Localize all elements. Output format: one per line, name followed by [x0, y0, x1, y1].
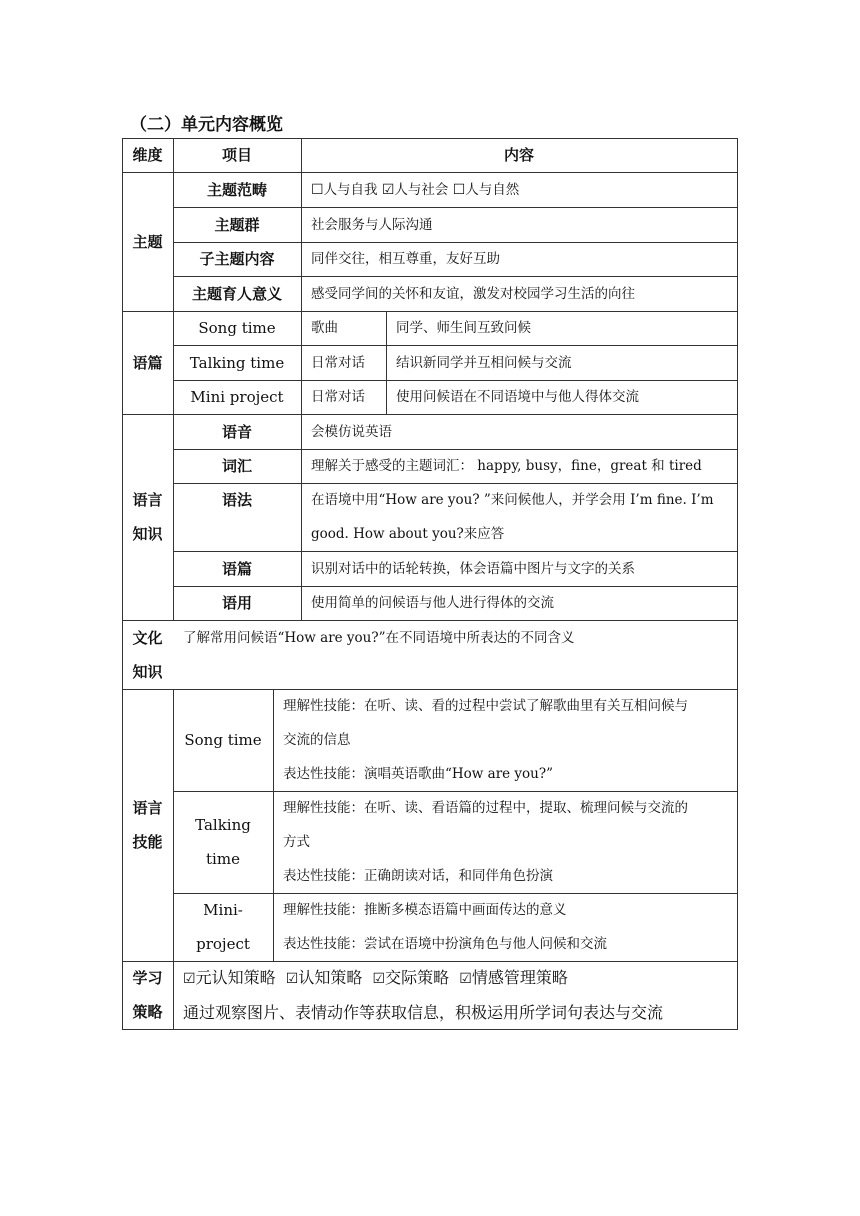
- lk-pragmatics-content: 使用简单的问候语与他人进行得体的交流: [311, 595, 554, 611]
- lk-item-pragmatics: 语用: [221, 594, 252, 612]
- discourse-type-talking: 日常对话: [311, 354, 365, 371]
- checkbox-unchecked-icon: ☐: [452, 181, 466, 198]
- skill-line: 理解性技能：推断多模态语篇中画面传达的意义: [283, 902, 567, 918]
- lk-item-phonetics: 语音: [221, 422, 252, 441]
- strategy-description: 通过观察图片、表情动作等获取信息，积极运用所学词句表达与交流: [183, 1002, 664, 1022]
- lang-knowledge-label: [122, 414, 173, 620]
- label-line-2: 知识: [132, 525, 163, 543]
- skill-line: 表达性技能：演唱英语歌曲“How are you?”: [283, 766, 554, 782]
- option-self: 人与自我: [323, 181, 378, 198]
- option-society: 人与社会: [394, 181, 449, 198]
- header-dimension: 维度: [132, 146, 163, 164]
- checkbox-unchecked-icon: ☐: [311, 181, 324, 198]
- theme-group-content: 社会服务与人际沟通: [311, 216, 433, 233]
- header-item: 项目: [221, 146, 252, 164]
- culture-label: [122, 620, 173, 689]
- skills-label: [122, 689, 173, 961]
- strategy-options: [183, 961, 568, 996]
- skills-item-talking: [173, 791, 273, 893]
- theme-label: 主题: [132, 232, 163, 251]
- theme-item-meaning: 主题育人意义: [191, 284, 282, 303]
- discourse-item-talking: Talking time: [189, 353, 285, 372]
- skill-line: 理解性技能：在听、读、看语篇的过程中，提取、梳理问候与交流的: [283, 800, 688, 816]
- label-line-2: 策略: [132, 1003, 163, 1021]
- theme-sub-content: 同伴交往，相互尊重，友好互助: [311, 251, 500, 267]
- option-affective: 情感管理策略: [471, 967, 568, 987]
- item-line-1: Talking: [195, 816, 251, 834]
- discourse-item-mini: Mini project: [190, 388, 284, 406]
- section-title: （二）单元内容概览: [130, 115, 283, 135]
- lk-item-vocab: 词汇: [221, 457, 252, 475]
- lk-grammar-content: [301, 483, 737, 551]
- discourse-content-mini: 使用问候语在不同语境中与他人得体交流: [396, 389, 639, 405]
- checkbox-checked-icon: ☑: [381, 181, 395, 198]
- label-line-1: 学习: [132, 969, 163, 987]
- discourse-type-song: 歌曲: [311, 320, 338, 336]
- lk-vocab-content: 理解关于感受的主题词汇： happy, busy，fine，great 和 tired: [311, 458, 702, 474]
- skills-mini-content: [273, 893, 737, 961]
- lk-item-grammar: 语法: [221, 491, 252, 509]
- item-line-2: project: [196, 935, 250, 953]
- skills-item-mini: [173, 893, 273, 961]
- theme-item-scope: 主题范畴: [206, 180, 267, 199]
- discourse-item-song: Song time: [198, 319, 276, 337]
- strategy-label: [122, 961, 173, 1029]
- culture-content: 了解常用问候语“How are you?”在不同语境中所表达的不同含义: [183, 629, 575, 646]
- discourse-content-song: 同学、师生间互致问候: [396, 320, 531, 336]
- label-line-2: 技能: [132, 833, 163, 851]
- skill-line: 表达性技能：尝试在语境中扮演角色与他人问候和交流: [283, 936, 607, 952]
- label-line-1: 语言: [132, 491, 163, 509]
- item-line-1: Mini-: [203, 901, 243, 919]
- strategy-content: [173, 961, 737, 1029]
- lk-phonetics-content: 会模仿说英语: [311, 423, 392, 440]
- option-metacognitive: 元认知策略: [195, 967, 276, 987]
- checkbox-checked-icon: ☑: [183, 970, 196, 987]
- discourse-content-talking: 结识新同学并互相问候与交流: [396, 354, 572, 371]
- theme-meaning-content: 感受同学间的关怀和友谊，激发对校园学习生活的向往: [311, 285, 635, 302]
- checkbox-checked-icon: ☑: [459, 970, 472, 987]
- option-cognitive: 认知策略: [298, 967, 363, 987]
- lk-item-discourse: 语篇: [221, 559, 252, 578]
- header-content: 内容: [503, 146, 534, 164]
- option-nature: 人与自然: [465, 181, 520, 198]
- skills-song-content: [273, 689, 737, 791]
- lk-discourse-content: 识别对话中的话轮转换，体会语篇中图片与文字的关系: [311, 560, 635, 577]
- discourse-type-mini: 日常对话: [311, 389, 365, 405]
- skill-line: 表达性技能：正确朗读对话，和同伴角色扮演: [283, 868, 553, 884]
- grammar-line-2: good. How about you?来应答: [311, 526, 505, 542]
- option-communicative: 交际策略: [385, 967, 450, 987]
- skills-item-song: Song time: [184, 731, 262, 749]
- skill-line: 交流的信息: [283, 732, 351, 748]
- skills-talking-content: [273, 791, 737, 893]
- label-line-1: 文化: [132, 628, 163, 647]
- theme-item-group: 主题群: [214, 215, 260, 234]
- theme-item-sub: 子主题内容: [199, 250, 275, 268]
- skill-line: 理解性技能：在听、读、看的过程中尝试了解歌曲里有关互相问候与: [283, 698, 688, 714]
- skill-line: 方式: [283, 834, 310, 850]
- checkbox-checked-icon: ☑: [372, 970, 386, 987]
- item-line-2: time: [206, 850, 240, 868]
- checkbox-checked-icon: ☑: [285, 970, 299, 987]
- grammar-line-1: 在语境中用“How are you? ”来问候他人，并学会用 I’m fine. I’m: [311, 492, 714, 508]
- label-line-1: 语言: [132, 799, 163, 817]
- discourse-label: 语篇: [132, 353, 163, 372]
- theme-scope-options: [301, 172, 737, 207]
- label-line-2: 知识: [132, 662, 163, 681]
